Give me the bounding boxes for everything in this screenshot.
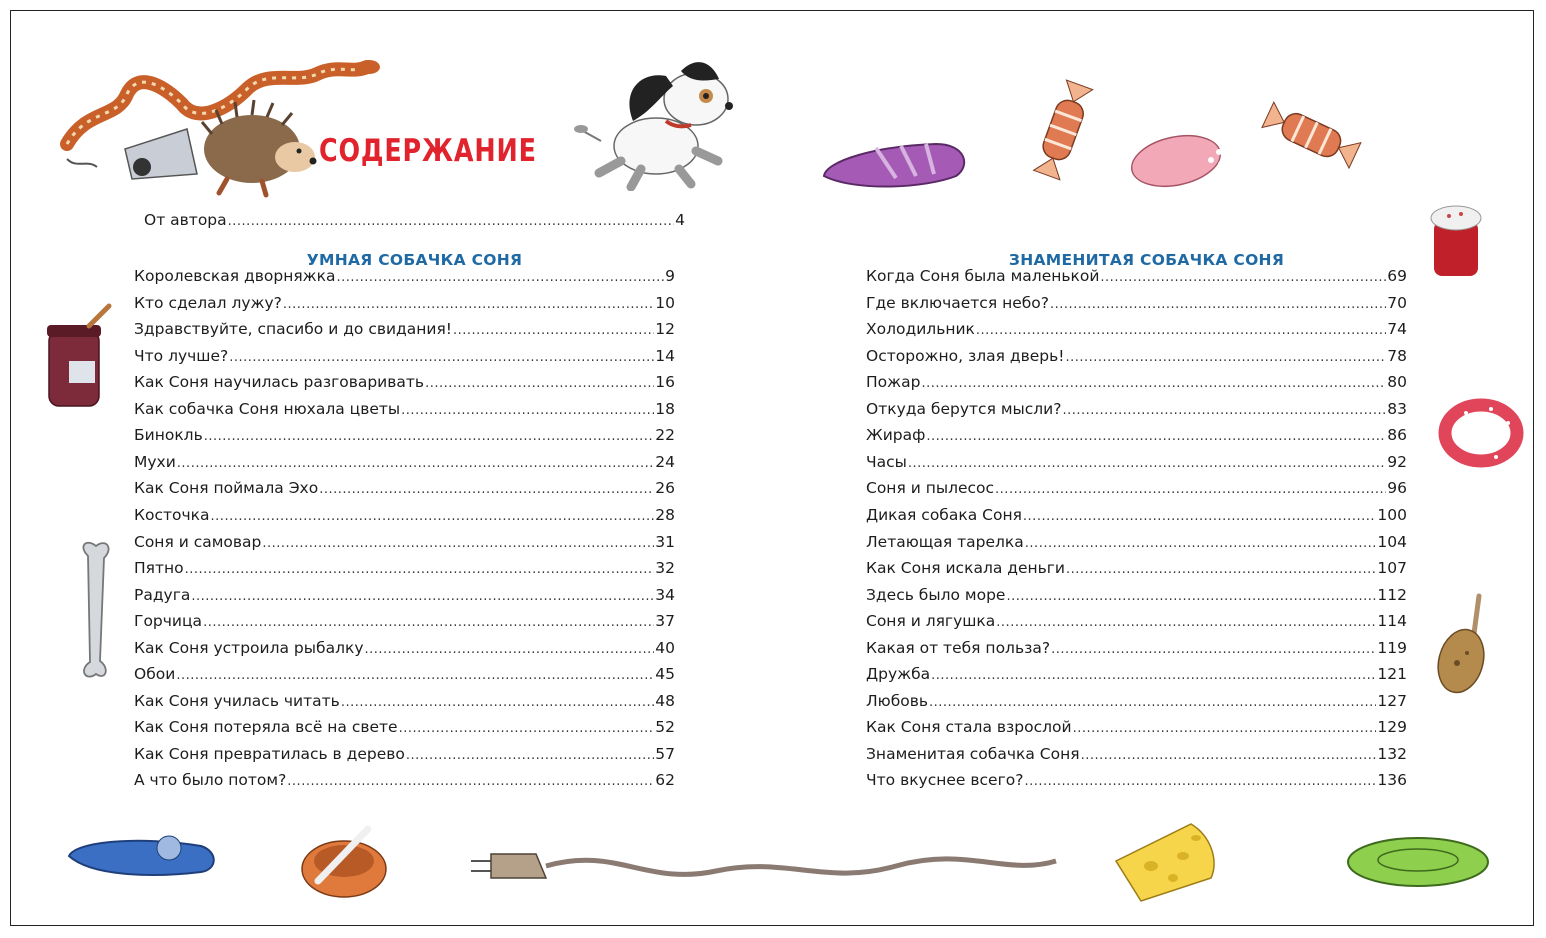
dot-leader xyxy=(176,668,654,683)
entry-title: Как Соня превратилась в дерево xyxy=(134,744,405,763)
dot-leader xyxy=(229,350,654,365)
dot-leader xyxy=(203,615,654,630)
toc-entry[interactable] xyxy=(134,373,675,399)
entry-page: 104 xyxy=(1377,532,1407,551)
red-collar-illustration xyxy=(1436,391,1526,476)
entry-title: Любовь xyxy=(866,691,929,710)
dot-leader xyxy=(926,429,1386,444)
entry-page: 96 xyxy=(1387,479,1407,498)
entry-title: Как собачка Соня нюхала цветы xyxy=(134,399,401,418)
toc-entry[interactable] xyxy=(866,373,1407,399)
entry-page: 74 xyxy=(1387,320,1407,339)
entry-page: 31 xyxy=(655,532,675,551)
dot-leader xyxy=(929,695,1376,710)
green-plate-illustration xyxy=(1336,826,1496,896)
entry-page: 16 xyxy=(655,373,675,392)
entry-page: 40 xyxy=(655,638,675,657)
entry-page: 136 xyxy=(1377,771,1407,790)
dot-leader xyxy=(228,214,674,229)
page-title: СОДЕРЖАНИЕ xyxy=(319,133,537,169)
toc-entry[interactable] xyxy=(134,320,675,346)
entry-title: Какая от тебя польза? xyxy=(866,638,1051,657)
dot-leader xyxy=(211,509,655,524)
entry-page: 114 xyxy=(1377,612,1407,631)
dot-leader xyxy=(908,456,1386,471)
dot-leader xyxy=(319,482,654,497)
toc-entry[interactable] xyxy=(134,267,675,293)
candy-sausage-illustration xyxy=(991,56,1391,216)
entry-title: Как Соня училась читать xyxy=(134,691,340,710)
book-spread xyxy=(10,10,1534,926)
entry-title: Как Соня потеряла всё на свете xyxy=(134,718,398,737)
toc-entry[interactable] xyxy=(134,639,675,665)
toc-entry[interactable] xyxy=(134,400,675,426)
dot-leader xyxy=(336,270,664,285)
left-part-heading: УМНАЯ СОБАЧКА СОНЯ xyxy=(306,251,523,269)
entry-title: Горчица xyxy=(134,612,203,631)
toc-entry[interactable] xyxy=(134,347,675,373)
toc-entry[interactable] xyxy=(134,533,675,559)
entry-page: 80 xyxy=(1387,373,1407,392)
entry-page: 121 xyxy=(1377,665,1407,684)
toc-entry[interactable] xyxy=(134,586,675,612)
toc-entry[interactable] xyxy=(134,453,675,479)
entry-title: Как Соня поймала Эхо xyxy=(134,479,319,498)
entry-page: 37 xyxy=(655,612,675,631)
dot-leader xyxy=(996,615,1376,630)
toc-entry[interactable] xyxy=(134,612,675,638)
toc-entry[interactable] xyxy=(866,639,1407,665)
entry-title: Радуга xyxy=(134,585,191,604)
dot-leader xyxy=(283,297,654,312)
dot-leader xyxy=(1024,774,1376,789)
entry-title: Бинокль xyxy=(134,426,203,445)
entry-page: 32 xyxy=(655,559,675,578)
toc-entry[interactable] xyxy=(866,479,1407,505)
entry-page: 92 xyxy=(1387,452,1407,471)
dot-leader xyxy=(341,695,654,710)
right-part-heading: ЗНАМЕНИТАЯ СОБАЧКА СОНЯ xyxy=(1008,251,1285,269)
entry-page: 83 xyxy=(1387,399,1407,418)
entry-title: Здесь было море xyxy=(866,585,1006,604)
running-dog-illustration xyxy=(561,51,746,191)
entry-title: Обои xyxy=(134,665,176,684)
entry-page: 18 xyxy=(655,399,675,418)
dot-leader xyxy=(1025,536,1377,551)
entry-page: 10 xyxy=(655,293,675,312)
toc-entry[interactable] xyxy=(866,718,1407,744)
dot-leader xyxy=(931,668,1376,683)
entry-page: 22 xyxy=(655,426,675,445)
toc-entry[interactable] xyxy=(866,586,1407,612)
dot-leader xyxy=(1100,270,1386,285)
bowl-bone-illustration xyxy=(296,811,396,906)
dot-leader xyxy=(1062,403,1386,418)
left-jam-jar-illustration xyxy=(39,301,119,421)
toc-entry[interactable] xyxy=(134,692,675,718)
toc-entry[interactable] xyxy=(866,506,1407,532)
entry-page: 127 xyxy=(1377,691,1407,710)
entry-page: 28 xyxy=(655,505,675,524)
entry-title: Где включается небо? xyxy=(866,293,1050,312)
dot-leader xyxy=(425,376,654,391)
toc-entry[interactable] xyxy=(866,347,1407,373)
entry-title: Здравствуйте, спасибо и до свидания! xyxy=(134,320,453,339)
entry-page: 12 xyxy=(655,320,675,339)
entry-title: А что было потом? xyxy=(134,771,287,790)
entry-page: 9 xyxy=(665,267,675,285)
entry-page: 107 xyxy=(1377,559,1407,578)
entry-title: Что вкуснее всего? xyxy=(866,771,1024,790)
entry-page: 48 xyxy=(655,691,675,710)
dot-leader xyxy=(365,642,655,657)
toc-entry[interactable] xyxy=(866,426,1407,452)
toc-entry[interactable] xyxy=(866,267,1407,293)
toc-entry[interactable] xyxy=(134,771,675,797)
dot-leader xyxy=(177,456,654,471)
dot-leader xyxy=(1051,642,1376,657)
dot-leader xyxy=(1081,748,1377,763)
entry-title: Пожар xyxy=(866,373,921,392)
jam-jar-illustration xyxy=(1419,196,1499,286)
entry-page: 129 xyxy=(1377,718,1407,737)
entry-title: Королевская дворняжка xyxy=(134,267,336,285)
dot-leader xyxy=(453,323,654,338)
entry-title: Жираф xyxy=(866,426,926,445)
entry-page: 70 xyxy=(1387,293,1407,312)
entry-title: Как Соня стала взрослой xyxy=(866,718,1072,737)
toc-entry[interactable] xyxy=(134,506,675,532)
entry-title: Кто сделал лужу? xyxy=(134,293,282,312)
bone-illustration xyxy=(66,536,126,686)
dot-leader xyxy=(287,774,654,789)
purple-slipper-illustration xyxy=(816,126,976,196)
entry-title: Часы xyxy=(866,452,907,471)
toc-entry[interactable] xyxy=(134,745,675,771)
dot-leader xyxy=(1050,297,1386,312)
entry-page: 4 xyxy=(675,211,685,229)
entry-page: 34 xyxy=(655,585,675,604)
entry-title: Как Соня научилась разговаривать xyxy=(134,373,425,392)
toc-entry[interactable] xyxy=(866,771,1407,797)
dot-leader xyxy=(399,721,655,736)
dot-leader xyxy=(204,429,655,444)
entry-title: Когда Соня была маленькой xyxy=(866,267,1100,285)
toc-entry[interactable] xyxy=(134,718,675,744)
entry-page: 78 xyxy=(1387,346,1407,365)
toc-entry[interactable] xyxy=(866,453,1407,479)
dot-leader xyxy=(1066,562,1376,577)
toc-entry[interactable] xyxy=(866,692,1407,718)
entry-title: Холодильник xyxy=(866,320,975,339)
entry-page: 62 xyxy=(655,771,675,790)
dot-leader xyxy=(1065,350,1386,365)
toc-entry[interactable] xyxy=(866,400,1407,426)
toc-entry[interactable] xyxy=(134,294,675,320)
toc-entry[interactable] xyxy=(866,559,1407,585)
snake-hedgehog-illustration xyxy=(47,49,387,199)
toc-entry[interactable] xyxy=(134,479,675,505)
entry-title: Летающая тарелка xyxy=(866,532,1024,551)
entry-title: От автора xyxy=(144,211,227,229)
entry-title: Как Соня искала деньги xyxy=(866,559,1066,578)
entry-page: 100 xyxy=(1377,505,1407,524)
entry-title: Соня и самовар xyxy=(134,532,262,551)
dot-leader xyxy=(1023,509,1376,524)
entry-title: Мухи xyxy=(134,452,176,471)
entry-page: 24 xyxy=(655,452,675,471)
entry-page: 69 xyxy=(1387,267,1407,285)
dot-leader xyxy=(995,482,1386,497)
toc-entry[interactable] xyxy=(866,320,1407,346)
toc-entry[interactable] xyxy=(866,533,1407,559)
entry-title: Соня и лягушка xyxy=(866,612,996,631)
dot-leader xyxy=(185,562,655,577)
entry-page: 45 xyxy=(655,665,675,684)
dot-leader xyxy=(406,748,654,763)
toc-entry[interactable] xyxy=(866,745,1407,771)
entry-page: 52 xyxy=(655,718,675,737)
entry-page: 14 xyxy=(655,346,675,365)
dot-leader xyxy=(1006,589,1376,604)
toc-entry[interactable] xyxy=(866,612,1407,638)
toc-entry-intro[interactable] xyxy=(144,211,685,237)
entry-title: Знаменитая собачка Соня xyxy=(866,744,1080,763)
plug-cord-illustration xyxy=(466,836,1066,896)
entry-title: Как Соня устроила рыбалку xyxy=(134,638,364,657)
dot-leader xyxy=(1073,721,1377,736)
toc-entry[interactable] xyxy=(134,665,675,691)
toc-entry[interactable] xyxy=(866,294,1407,320)
dot-leader xyxy=(921,376,1386,391)
blue-slipper-illustration xyxy=(61,826,221,881)
entry-page: 86 xyxy=(1387,426,1407,445)
entry-title: Что лучше? xyxy=(134,346,229,365)
toc-entry[interactable] xyxy=(866,665,1407,691)
toc-entry[interactable] xyxy=(134,559,675,585)
chicken-leg-illustration xyxy=(1429,591,1499,701)
dot-leader xyxy=(976,323,1386,338)
entry-title: Пятно xyxy=(134,559,184,578)
toc-entry[interactable] xyxy=(134,426,675,452)
cheese-illustration xyxy=(1111,816,1226,906)
entry-title: Дикая собака Соня xyxy=(866,505,1022,524)
dot-leader xyxy=(191,589,654,604)
entry-title: Соня и пылесос xyxy=(866,479,995,498)
entry-title: Откуда берутся мысли? xyxy=(866,399,1062,418)
entry-title: Осторожно, злая дверь! xyxy=(866,346,1065,365)
entry-page: 112 xyxy=(1377,585,1407,604)
entry-page: 57 xyxy=(655,744,675,763)
entry-title: Косточка xyxy=(134,505,210,524)
entry-page: 132 xyxy=(1377,744,1407,763)
dot-leader xyxy=(262,536,654,551)
entry-title: Дружба xyxy=(866,665,931,684)
entry-page: 119 xyxy=(1377,638,1407,657)
dot-leader xyxy=(401,403,654,418)
entry-page: 26 xyxy=(655,479,675,498)
